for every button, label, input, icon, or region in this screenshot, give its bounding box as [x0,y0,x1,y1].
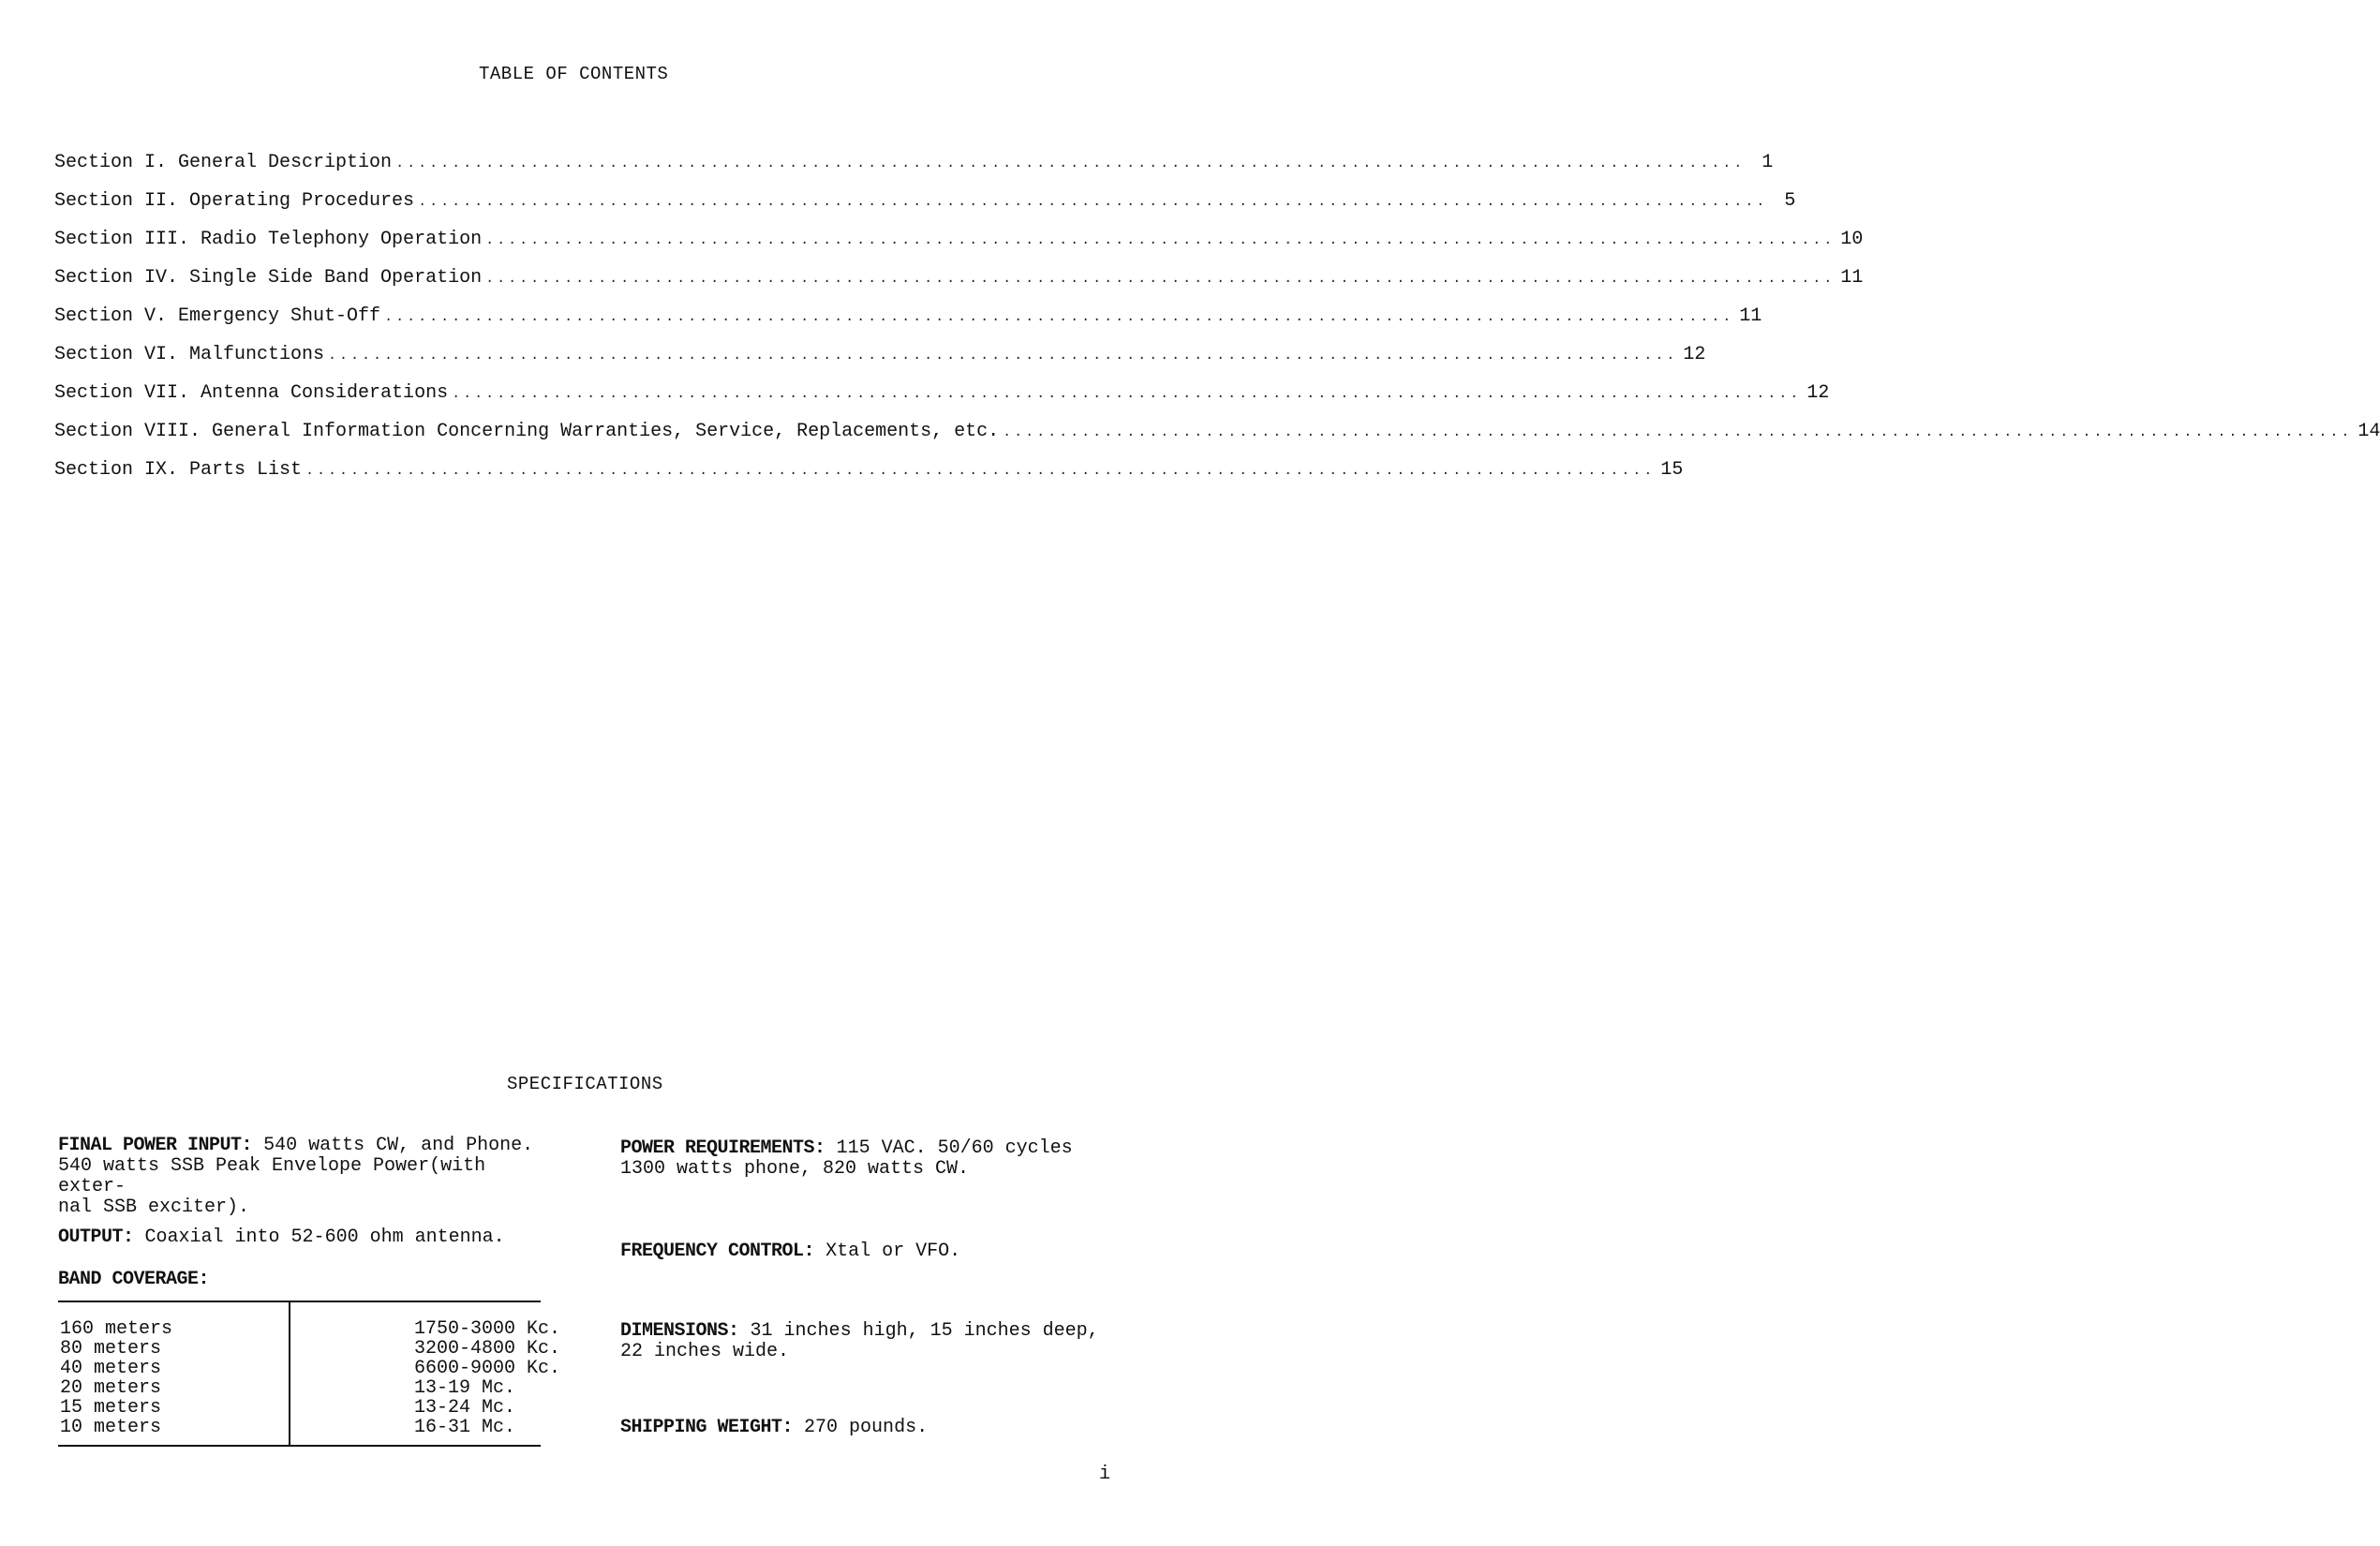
toc-entry-label: Section III. Radio Telephony Operation [54,229,483,250]
final-power-line3: nal SSB exciter). [58,1197,250,1218]
toc-entry [54,267,1864,305]
toc-entry-label: Section IX. Parts List [54,459,303,481]
toc-entry-label: Section VII. Antenna Considerations [54,382,449,404]
toc-leader-dots: ........................................................................................................................ [1003,424,2353,440]
toc-title: TABLE OF CONTENTS [479,64,669,84]
toc-leader-dots: ........................................................................................................................ [485,232,1836,248]
band-range: 13-24 Mc. [414,1397,516,1419]
power-requirements-line2: 1300 watts phone, 820 watts CW. [620,1158,970,1180]
band-coverage-table [58,1301,561,1447]
final-power-label: FINAL POWER INPUT: [58,1135,253,1156]
table-divider [289,1302,290,1445]
band-name: 40 meters [60,1358,162,1379]
shipping-weight-label: SHIPPING WEIGHT: [620,1417,794,1438]
toc-entry-label: Section V. Emergency Shut-Off [54,305,381,327]
toc-entry-page: 1 [1762,152,1774,173]
toc-entry-page: 12 [1683,344,1706,365]
band-name: 80 meters [60,1338,162,1360]
band-range: 16-31 Mc. [414,1417,516,1438]
toc-entry [54,305,1763,344]
toc-entry [54,229,1864,267]
band-coverage-label: BAND COVERAGE: [58,1269,210,1290]
toc-leader-dots: ........................................................................................................................ [305,463,1656,479]
specs-title: SPECIFICATIONS [507,1074,663,1094]
final-power-block [58,1136,564,1218]
frequency-control-value: Xtal or VFO. [826,1241,961,1262]
toc-entry-page: 5 [1784,190,1796,212]
band-range: 3200-4800 Kc. [414,1338,561,1360]
band-range: 13-19 Mc. [414,1377,516,1399]
toc-entry-page: 14 [2358,421,2380,442]
band-column [60,1319,172,1437]
band-range: 1750-3000 Kc. [414,1318,561,1340]
toc-entry-label: Section VIII. General Information Concerning Warranties, Service, Replacements, etc. [54,421,1000,442]
band-name: 160 meters [60,1318,173,1340]
toc-leader-dots: ........................................................................................................................ [452,386,1802,402]
band-name: 20 meters [60,1377,162,1399]
toc-entry-page: 15 [1660,459,1684,481]
toc-leader-dots: ........................................................................................................................ [384,309,1734,325]
output-block [58,1227,564,1248]
power-requirements-label: POWER REQUIREMENTS: [620,1137,826,1159]
band-range: 6600-9000 Kc. [414,1358,561,1379]
toc-leader-dots: ........................................................................................................................ [418,194,1768,210]
toc-entry [54,344,1706,382]
toc-leader-dots: ........................................................................................................................ [485,271,1836,287]
toc-leader-dots: ........................................................................................................................ [328,348,1678,364]
band-name: 10 meters [60,1417,162,1438]
toc-entry [54,382,1830,421]
toc-leader-dots: ........................................................................................................................ [395,156,1746,171]
toc-entry [54,421,2380,459]
toc-entry-page: 12 [1807,382,1830,404]
toc-entry-label: Section I. General Description [54,152,393,173]
range-column [414,1319,560,1437]
toc-entry [54,190,1796,229]
toc-entry [54,459,1684,498]
toc-entry-page: 11 [1840,267,1864,289]
toc-entry-label: Section VI. Malfunctions [54,344,325,365]
toc-entry-label: Section IV. Single Side Band Operation [54,267,483,289]
toc-list [54,152,2380,498]
power-requirements-block [620,1138,1145,1180]
dimensions-block [620,1321,1145,1362]
toc-entry-page: 11 [1739,305,1763,327]
dimensions-line2: 22 inches wide. [620,1341,790,1362]
page-number: i [1099,1464,1111,1485]
toc-entry [54,152,1774,190]
band-name: 15 meters [60,1397,162,1419]
frequency-control-block [620,1241,1145,1262]
shipping-weight-block [620,1418,1145,1438]
toc-entry-label: Section II. Operating Procedures [54,190,415,212]
power-requirements-line1: 115 VAC. 50/60 cycles [836,1137,1073,1159]
output-value: Coaxial into 52-600 ohm antenna. [144,1226,505,1248]
final-power-line1: 540 watts CW, and Phone. [263,1135,534,1156]
toc-entry-page: 10 [1840,229,1864,250]
dimensions-line1: 31 inches high, 15 inches deep, [750,1320,1099,1342]
shipping-weight-value: 270 pounds. [804,1417,929,1438]
dimensions-label: DIMENSIONS: [620,1320,739,1342]
output-label: OUTPUT: [58,1226,134,1248]
final-power-line2: 540 watts SSB Peak Envelope Power(with exter- [58,1155,486,1197]
frequency-control-label: FREQUENCY CONTROL: [620,1241,815,1262]
